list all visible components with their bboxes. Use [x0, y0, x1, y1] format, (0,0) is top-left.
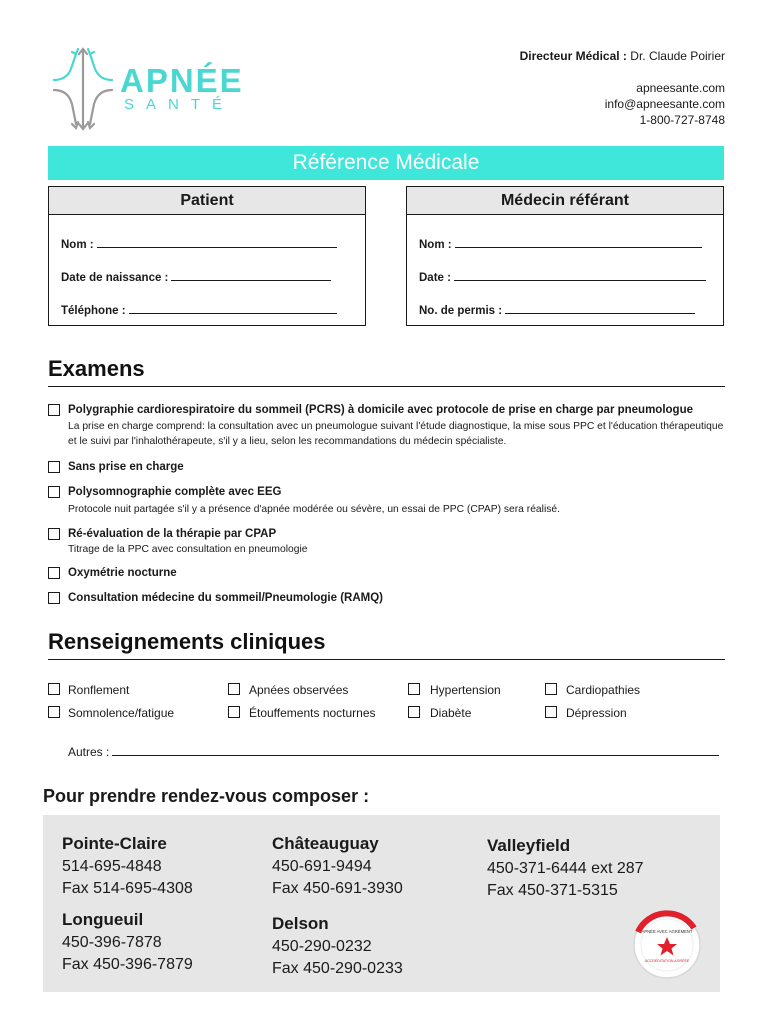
clinical-label-depression: Dépression: [566, 706, 627, 720]
referrer-license-field[interactable]: No. de permis :: [419, 303, 695, 317]
clinic-name: Valleyfield: [487, 836, 571, 855]
clinics-panel: [43, 815, 720, 992]
clinic-name: Châteauguay: [272, 834, 379, 853]
clinical-label-choking: Étouffements nocturnes: [249, 706, 376, 720]
clinical-checkbox-observed-apnea[interactable]: [228, 683, 240, 695]
clinical-checkbox-choking[interactable]: [228, 706, 240, 718]
exam-desc-pcrs: La prise en charge comprend: la consultation avec un pneumologue suivant l'étude diagnostique, la mise sous PPC et l'éducation thérapeutique et le suivi par l'inhalothérapeute, s'il y a lieu, selon les recommandations du médecin spécialiste.: [68, 421, 724, 447]
clinic-fax: Fax 450-396-7879: [62, 956, 193, 973]
clinic-name: Delson: [272, 914, 329, 933]
exam-label-pcrs: Polygraphie cardiorespiratoire du sommeil (PCRS) à domicile avec protocole de prise en charge par pneumologue: [68, 404, 693, 416]
clinical-label-fatigue: Somnolence/fatigue: [68, 706, 175, 720]
clinic-fax: Fax 450-290-0233: [272, 960, 403, 977]
exam-checkbox-consultation[interactable]: [48, 592, 60, 604]
clinic-delson: [272, 913, 403, 980]
clinical-checkbox-snoring[interactable]: [48, 683, 60, 695]
referrer-box: [406, 186, 724, 326]
clinical-label-cardiopathies: Cardiopathies: [566, 683, 641, 697]
exam-checkbox-pcrs[interactable]: [48, 404, 60, 416]
patient-box: [48, 186, 366, 326]
other-label: Autres :: [68, 745, 110, 759]
director-label: Directeur Médical :: [519, 49, 627, 63]
clinic-chateauguay: [272, 833, 403, 900]
logo-text-apnee: APNÉE: [120, 62, 244, 99]
logo-text-sante: SANTÉ: [124, 96, 235, 113]
contact-block: [520, 48, 725, 128]
exam-label-no-follow-up: Sans prise en charge: [68, 461, 184, 473]
clinic-phone: 450-691-9494: [272, 858, 372, 875]
clinical-label-snoring: Ronflement: [68, 683, 130, 697]
exam-label-oximetry: Oxymétrie nocturne: [68, 567, 177, 579]
clinical-checkbox-diabetes[interactable]: [408, 706, 420, 718]
accreditation-seal-icon: [632, 910, 702, 980]
referrer-date-field[interactable]: Date :: [419, 270, 706, 284]
clinic-name: Longueuil: [62, 910, 144, 929]
clinical-label-hypertension: Hypertension: [430, 683, 501, 697]
clinic-fax: Fax 450-371-5315: [487, 882, 618, 899]
patient-birthdate-field[interactable]: Date de naissance :: [61, 270, 331, 284]
clinical-checkbox-fatigue[interactable]: [48, 706, 60, 718]
clinical-checkbox-depression[interactable]: [545, 706, 557, 718]
other-field[interactable]: [68, 745, 719, 759]
exam-checkbox-no-follow-up[interactable]: [48, 461, 60, 473]
badge-bottom-text: ACCRÉDITATION AGRÉÉE: [644, 959, 690, 963]
clinic-fax: Fax 450-691-3930: [272, 880, 403, 897]
clinical-divider: [48, 659, 725, 660]
clinic-fax: Fax 514-695-4308: [62, 880, 193, 897]
referrer-name-field[interactable]: Nom :: [419, 237, 702, 251]
clinical-heading: Renseignements cliniques: [48, 629, 326, 654]
exams-divider: [48, 386, 725, 387]
exam-label-cpap: Ré-évaluation de la thérapie par CPAP: [68, 528, 277, 540]
form-title: Référence Médicale: [48, 146, 724, 180]
clinic-valleyfield: [487, 835, 644, 902]
clinical-checkbox-hypertension[interactable]: [408, 683, 420, 695]
clinic-name: Pointe-Claire: [62, 834, 167, 853]
clinic-longueuil: [62, 909, 193, 976]
clinical-label-observed-apnea: Apnées observées: [249, 683, 349, 697]
apnee-sante-logo: [48, 46, 244, 132]
exam-checkbox-psg[interactable]: [48, 486, 60, 498]
clinic-phone: 450-396-7878: [62, 934, 162, 951]
exam-desc-cpap: Titrage de la PPC avec consultation en pneumologie: [68, 544, 308, 555]
patient-heading: Patient: [49, 187, 365, 215]
director-line: [520, 48, 725, 64]
website-link[interactable]: apneesante.com: [636, 81, 725, 95]
director-name: Dr. Claude Poirier: [630, 49, 725, 63]
clinic-pointe-claire: [62, 833, 193, 900]
exam-label-consultation: Consultation médecine du sommeil/Pneumologie (RAMQ): [68, 592, 383, 604]
clinic-phone: 450-290-0232: [272, 938, 372, 955]
phone-number: 1-800-727-8748: [639, 113, 725, 127]
patient-name-field[interactable]: Nom :: [61, 237, 337, 251]
exam-label-psg: Polysomnographie complète avec EEG: [68, 486, 282, 498]
clinic-phone: 514-695-4848: [62, 858, 162, 875]
clinical-label-diabetes: Diabète: [430, 706, 472, 720]
referrer-heading: Médecin référant: [407, 187, 723, 215]
exam-checkbox-oximetry[interactable]: [48, 567, 60, 579]
badge-top-text: APNÉE AVEC AGRÉMENT: [641, 929, 693, 934]
patient-phone-field[interactable]: Téléphone :: [61, 303, 337, 317]
exam-desc-psg: Protocole nuit partagée s'il y a présence d'apnée modérée ou sévère, un essai de PPC (CPAP) sera réalisé.: [68, 504, 560, 515]
accreditation-badge: [632, 910, 702, 980]
email-link[interactable]: info@apneesante.com: [604, 97, 725, 111]
appointment-heading: Pour prendre rendez-vous composer :: [43, 786, 370, 806]
clinic-phone: 450-371-6444 ext 287: [487, 860, 644, 877]
clinical-checkbox-cardiopathies[interactable]: [545, 683, 557, 695]
wave-arrows-icon: [48, 46, 118, 132]
exams-heading: Examens: [48, 356, 145, 381]
exam-checkbox-cpap[interactable]: [48, 528, 60, 540]
